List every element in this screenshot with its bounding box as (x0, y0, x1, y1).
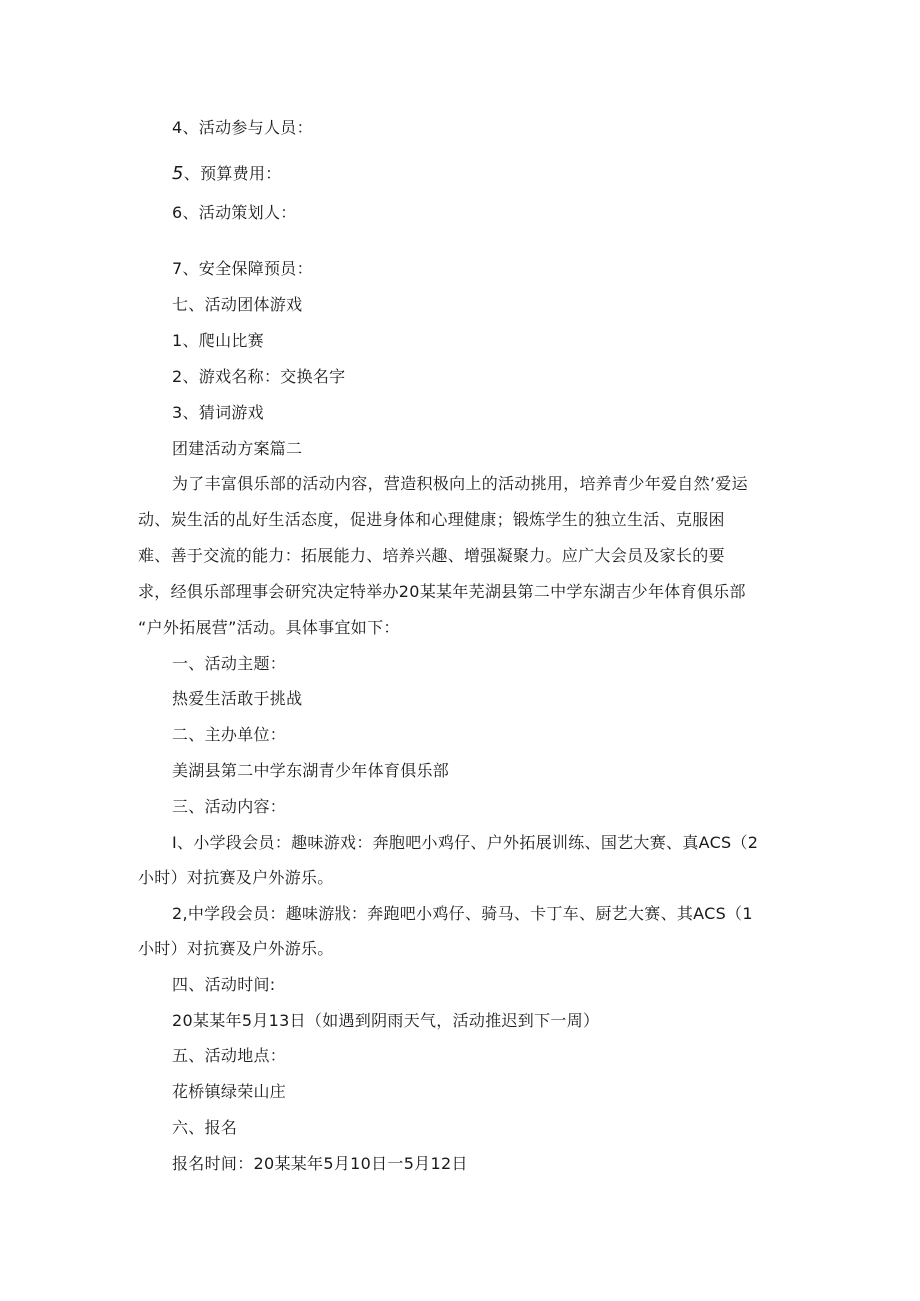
registration-time: 报名时间：20某某年5月10日一5月12日 (172, 1154, 468, 1173)
item-7-safety: 7、安全保障预员： (172, 259, 313, 278)
item-4-participants: 4、活动参与人员： (172, 118, 313, 137)
game-3: 3、猜词游戏 (172, 403, 264, 422)
intro-paragraph-line-3: 难、善于交流的能力：拓展能力、培养兴趣、增强凝聚力。应广大会员及家长的要 (138, 546, 725, 565)
content-item-1-line-1: I、小学段会员：趣味游戏：奔胞吧小鸡仔、户外拓展训练、国艺大赛、真ACS（2 (172, 833, 759, 852)
location-heading: 五、活动地点： (172, 1046, 287, 1065)
organizer-heading: 二、主办单位： (172, 725, 287, 744)
section-7-heading: 七、活动团体游戏 (172, 295, 303, 314)
content-heading: 三、活动内容： (172, 797, 287, 816)
content-item-2-line-1: 2,中学段会员：趣味游戕：奔跑吧小鸡仔、骑马、卡丁车、厨艺大赛、其ACS（1 (172, 904, 753, 923)
item-5-budget: 5、预算费用： (172, 163, 282, 184)
location-text: 花桥镇绿荣山庄 (172, 1082, 287, 1101)
content-item-1-line-2: 小时）对抗赛及户外游乐。 (138, 868, 334, 887)
time-text: 20某某年5月13日（如遇到阴雨天气，活动推迟到下一周） (172, 1011, 600, 1030)
theme-heading: 一、活动主题： (172, 654, 287, 673)
item-6-planner: 6、活动策划人： (172, 203, 297, 222)
registration-heading: 六、报名 (172, 1118, 238, 1137)
intro-paragraph-line-4: 求，经俱乐部理事会研究决定特举办20某某年芜湖县第二中学东湖吉少年体育俱乐部 (138, 582, 746, 601)
time-heading: 四、活动时间: (172, 975, 276, 994)
intro-paragraph-line-5: “户外拓展营”活动。具体事宜如下： (138, 618, 400, 637)
game-2: 2、游戏名称：交换名字 (172, 367, 346, 386)
game-1: 1、爬山比赛 (172, 331, 264, 350)
theme-text: 热爱生活敢于挑战 (172, 689, 303, 708)
plan-2-title: 团建活动方案篇二 (172, 439, 303, 458)
organizer-text: 美湖县第二中学东湖青少年体育俱乐部 (172, 761, 450, 780)
item-5-number: 5 (172, 163, 184, 184)
intro-paragraph-line-1: 为了丰富俱乐部的活动内容，营造积极向上的活动挑用，培养青少年爱自然’爱运 (172, 474, 748, 493)
intro-paragraph-line-2: 动、炭生活的乩好生活态度，促进身体和心理健康；锻炼学生的独立生活、克服困 (138, 510, 725, 529)
content-item-2-line-2: 小时）对抗赛及户外游乐。 (138, 939, 334, 958)
